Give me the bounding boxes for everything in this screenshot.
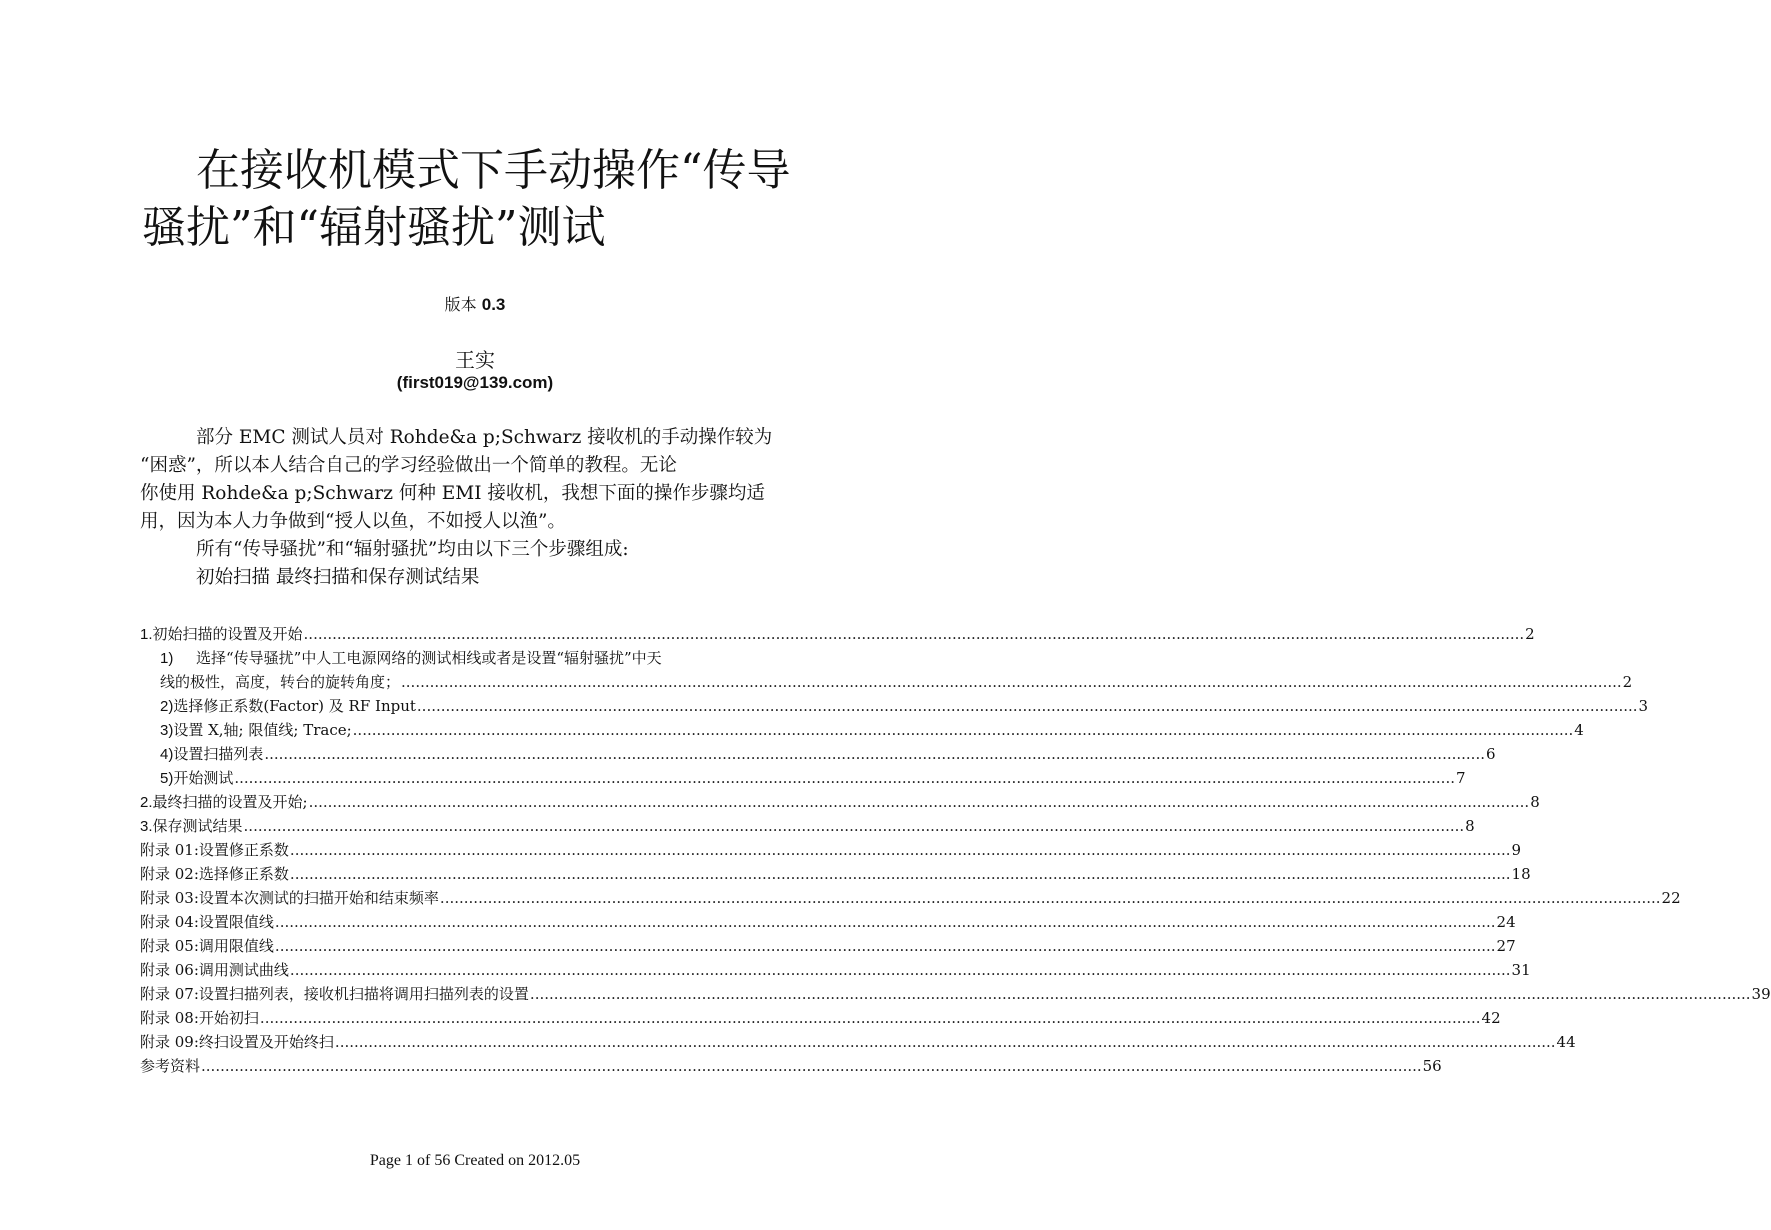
toc-leader	[275, 910, 1496, 934]
toc-entry[interactable]	[140, 814, 1475, 838]
toc-leader	[304, 622, 1525, 646]
author-name: 王实	[455, 348, 495, 372]
toc-number: 2.	[140, 794, 153, 811]
toc-page: 7	[1455, 769, 1466, 787]
toc-page: 2	[1622, 673, 1633, 691]
toc-entry[interactable]	[140, 718, 1584, 742]
toc-number: 3.	[140, 818, 153, 835]
toc-entry[interactable]	[140, 790, 1540, 814]
toc-page: 31	[1511, 961, 1531, 979]
toc-page: 4	[1574, 721, 1584, 739]
intro-line: 你使用 Rohde&a p;Schwarz 何种 EMI 接收机，我想下面的操作步骤均适	[140, 483, 765, 504]
toc-text: 选择修正系数(Factor) 及 RF Input	[173, 697, 416, 715]
toc-leader	[309, 790, 1530, 814]
toc-page: 6	[1485, 745, 1496, 763]
toc-entry[interactable]	[140, 646, 1633, 694]
toc-text: 附录 06:调用测试曲线	[140, 961, 289, 979]
toc-leader	[264, 742, 1485, 766]
document-title	[142, 142, 822, 256]
toc-page: 24	[1496, 913, 1516, 931]
toc-number: 2)	[160, 698, 174, 715]
toc-entry[interactable]	[140, 742, 1496, 766]
toc-leader	[401, 670, 1622, 694]
version-label: 版本	[444, 295, 477, 314]
toc-leader	[275, 934, 1496, 958]
toc-page: 9	[1511, 841, 1522, 859]
toc-page: 2	[1525, 625, 1535, 643]
toc-leader	[353, 718, 1574, 742]
toc-text: 附录 08:开始初扫	[140, 1009, 259, 1027]
toc-entry[interactable]	[140, 694, 1649, 718]
toc-text: 附录 04:设置限值线	[140, 913, 274, 931]
intro-line: 用，因为本人力争做到“授人以鱼，不如授人以渔”。	[140, 511, 566, 532]
toc-page: 42	[1481, 1009, 1501, 1027]
toc-text: 参考资料	[140, 1057, 201, 1075]
title-line-1: 在接收机模式下手动操作“传导	[196, 145, 791, 196]
toc-entry[interactable]	[140, 934, 1516, 958]
intro-paragraph	[140, 424, 780, 592]
intro-line: 部分 EMC 测试人员对 Rohde&a p;Schwarz 接收机的手动操作较为	[196, 427, 773, 448]
toc-page: 3	[1638, 697, 1649, 715]
toc-text: 附录 05:调用限值线	[140, 937, 274, 955]
toc-text: 附录 02:选择修正系数	[140, 865, 289, 883]
page-footer: Page 1 of 56 Created on 2012.05	[369, 1152, 581, 1169]
intro-line: “困惑”，所以本人结合自己的学习经验做出一个简单的教程。无论	[140, 455, 677, 476]
toc-entry[interactable]	[140, 1030, 1576, 1054]
toc-page: 8	[1465, 817, 1475, 835]
toc-leader	[290, 958, 1511, 982]
toc-entry[interactable]	[140, 622, 1535, 646]
toc-leader	[260, 1006, 1481, 1030]
toc-page: 56	[1422, 1057, 1442, 1075]
toc-leader	[201, 1054, 1422, 1078]
toc-leader	[417, 694, 1638, 718]
toc-text: 线的极性，高度，转台的旋转角度；	[160, 673, 401, 691]
author-email: (first019@139.com)	[396, 373, 554, 392]
intro-line: 所有“传导骚扰”和“辐射骚扰”均由以下三个步骤组成:	[196, 539, 629, 560]
toc-leader	[290, 862, 1511, 886]
toc-text: 附录 03:设置本次测试的扫描开始和结束频率	[140, 889, 439, 907]
toc-text: 初始扫描的设置及开始	[152, 625, 303, 643]
toc-number: 1)	[160, 650, 174, 667]
toc-text: 附录 07:设置扫描列表，接收机扫描将调用扫描列表的设置	[140, 985, 529, 1003]
toc-page: 18	[1511, 865, 1531, 883]
toc-entry[interactable]	[140, 766, 1466, 790]
toc-text: 开始测试	[173, 769, 234, 787]
toc-leader	[244, 814, 1465, 838]
toc-entry[interactable]	[140, 910, 1516, 934]
toc-page: 22	[1661, 889, 1681, 907]
version-number: 0.3	[481, 295, 506, 314]
toc-text: 最终扫描的设置及开始;	[152, 793, 308, 811]
version-line	[0, 292, 950, 315]
toc-leader	[530, 982, 1751, 1006]
toc-entry[interactable]	[140, 1054, 1442, 1078]
toc-text: 设置扫描列表	[173, 745, 264, 763]
toc-leader	[335, 1030, 1556, 1054]
toc-number: 5)	[160, 770, 174, 787]
toc-text: 附录 09:终扫设置及开始终扫	[140, 1033, 334, 1051]
toc-leader	[440, 886, 1661, 910]
toc-page: 27	[1496, 937, 1516, 955]
toc-page: 44	[1556, 1033, 1576, 1051]
toc-entry[interactable]	[140, 1006, 1501, 1030]
toc-text: 附录 01:设置修正系数	[140, 841, 289, 859]
title-line-2: 骚扰”和“辐射骚扰”测试	[142, 202, 606, 253]
toc-leader	[234, 766, 1455, 790]
toc-text: 设置 X,轴; 限值线; Trace;	[173, 721, 352, 739]
intro-steps: 初始扫描 最终扫描和保存测试结果	[196, 567, 480, 588]
toc-entry[interactable]	[140, 862, 1531, 886]
toc-entry[interactable]	[140, 958, 1531, 982]
toc-page: 39	[1751, 985, 1771, 1003]
toc-entry[interactable]	[140, 982, 1771, 1006]
toc-text: 选择“传导骚扰”中人工电源网络的测试相线或者是设置“辐射骚扰”中天	[196, 649, 662, 667]
toc-entry[interactable]	[140, 838, 1522, 862]
toc-number: 4)	[160, 746, 174, 763]
toc-number: 1.	[140, 626, 153, 643]
toc-leader	[290, 838, 1511, 862]
toc-page: 8	[1530, 793, 1540, 811]
toc-text: 保存测试结果	[152, 817, 243, 835]
toc-entry[interactable]	[140, 886, 1681, 910]
toc-number: 3)	[160, 722, 174, 739]
table-of-contents	[140, 622, 1771, 1078]
